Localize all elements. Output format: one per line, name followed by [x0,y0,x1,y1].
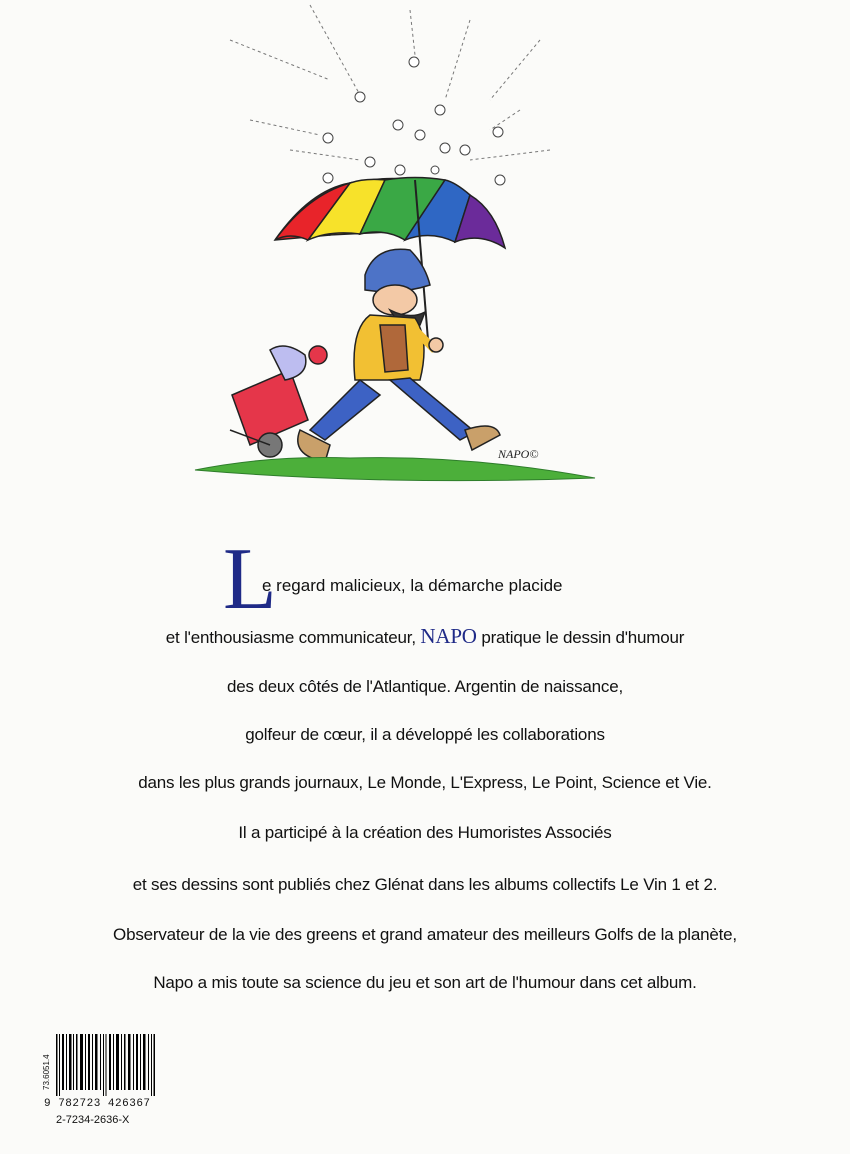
barcode-digits: 9 782723 426367 [44,1098,151,1110]
drop-cap: L [223,531,277,628]
golfer-umbrella-illustration [190,0,610,500]
text-line-5: dans les plus grands journaux, Le Monde, L'Express, Le Point, Science et Vie. [138,773,712,792]
text-line-2 [40,624,810,649]
isbn-number: 2-7234-2636-X [56,1114,130,1126]
side-code: 73.6051.4 [42,1054,51,1090]
text-line-4: golfeur de cœur, il a développé les collaborations [245,725,605,744]
text-line-3: des deux côtés de l'Atlantique. Argentin de naissance, [227,677,623,696]
golfer-figure [298,249,500,462]
falling-golf-balls [230,5,550,160]
barcode-block [42,1030,162,1140]
golf-balls [323,57,505,185]
text-line-7: et ses dessins sont publiés chez Glénat dans les albums collectifs Le Vin 1 et 2. [132,875,718,894]
barcode-icon [56,1034,156,1096]
text-line-8: Observateur de la vie des greens et grand amateur des meilleurs Golfs de la planète, [113,925,737,944]
text-line-9: Napo a mis toute sa science du jeu et son art de l'humour dans cet album. [153,973,697,992]
text-line-2-after: pratique le dessin d'humour [481,628,685,647]
author-name: NAPO [420,624,477,648]
text-line-2-before: et l'enthousiasme communicateur, [165,628,416,647]
text-line-1: e regard malicieux, la démarche placide [262,576,563,595]
artist-signature: NAPO© [498,447,539,461]
text-line-6: Il a participé à la création des Humoristes Associés [238,823,612,842]
